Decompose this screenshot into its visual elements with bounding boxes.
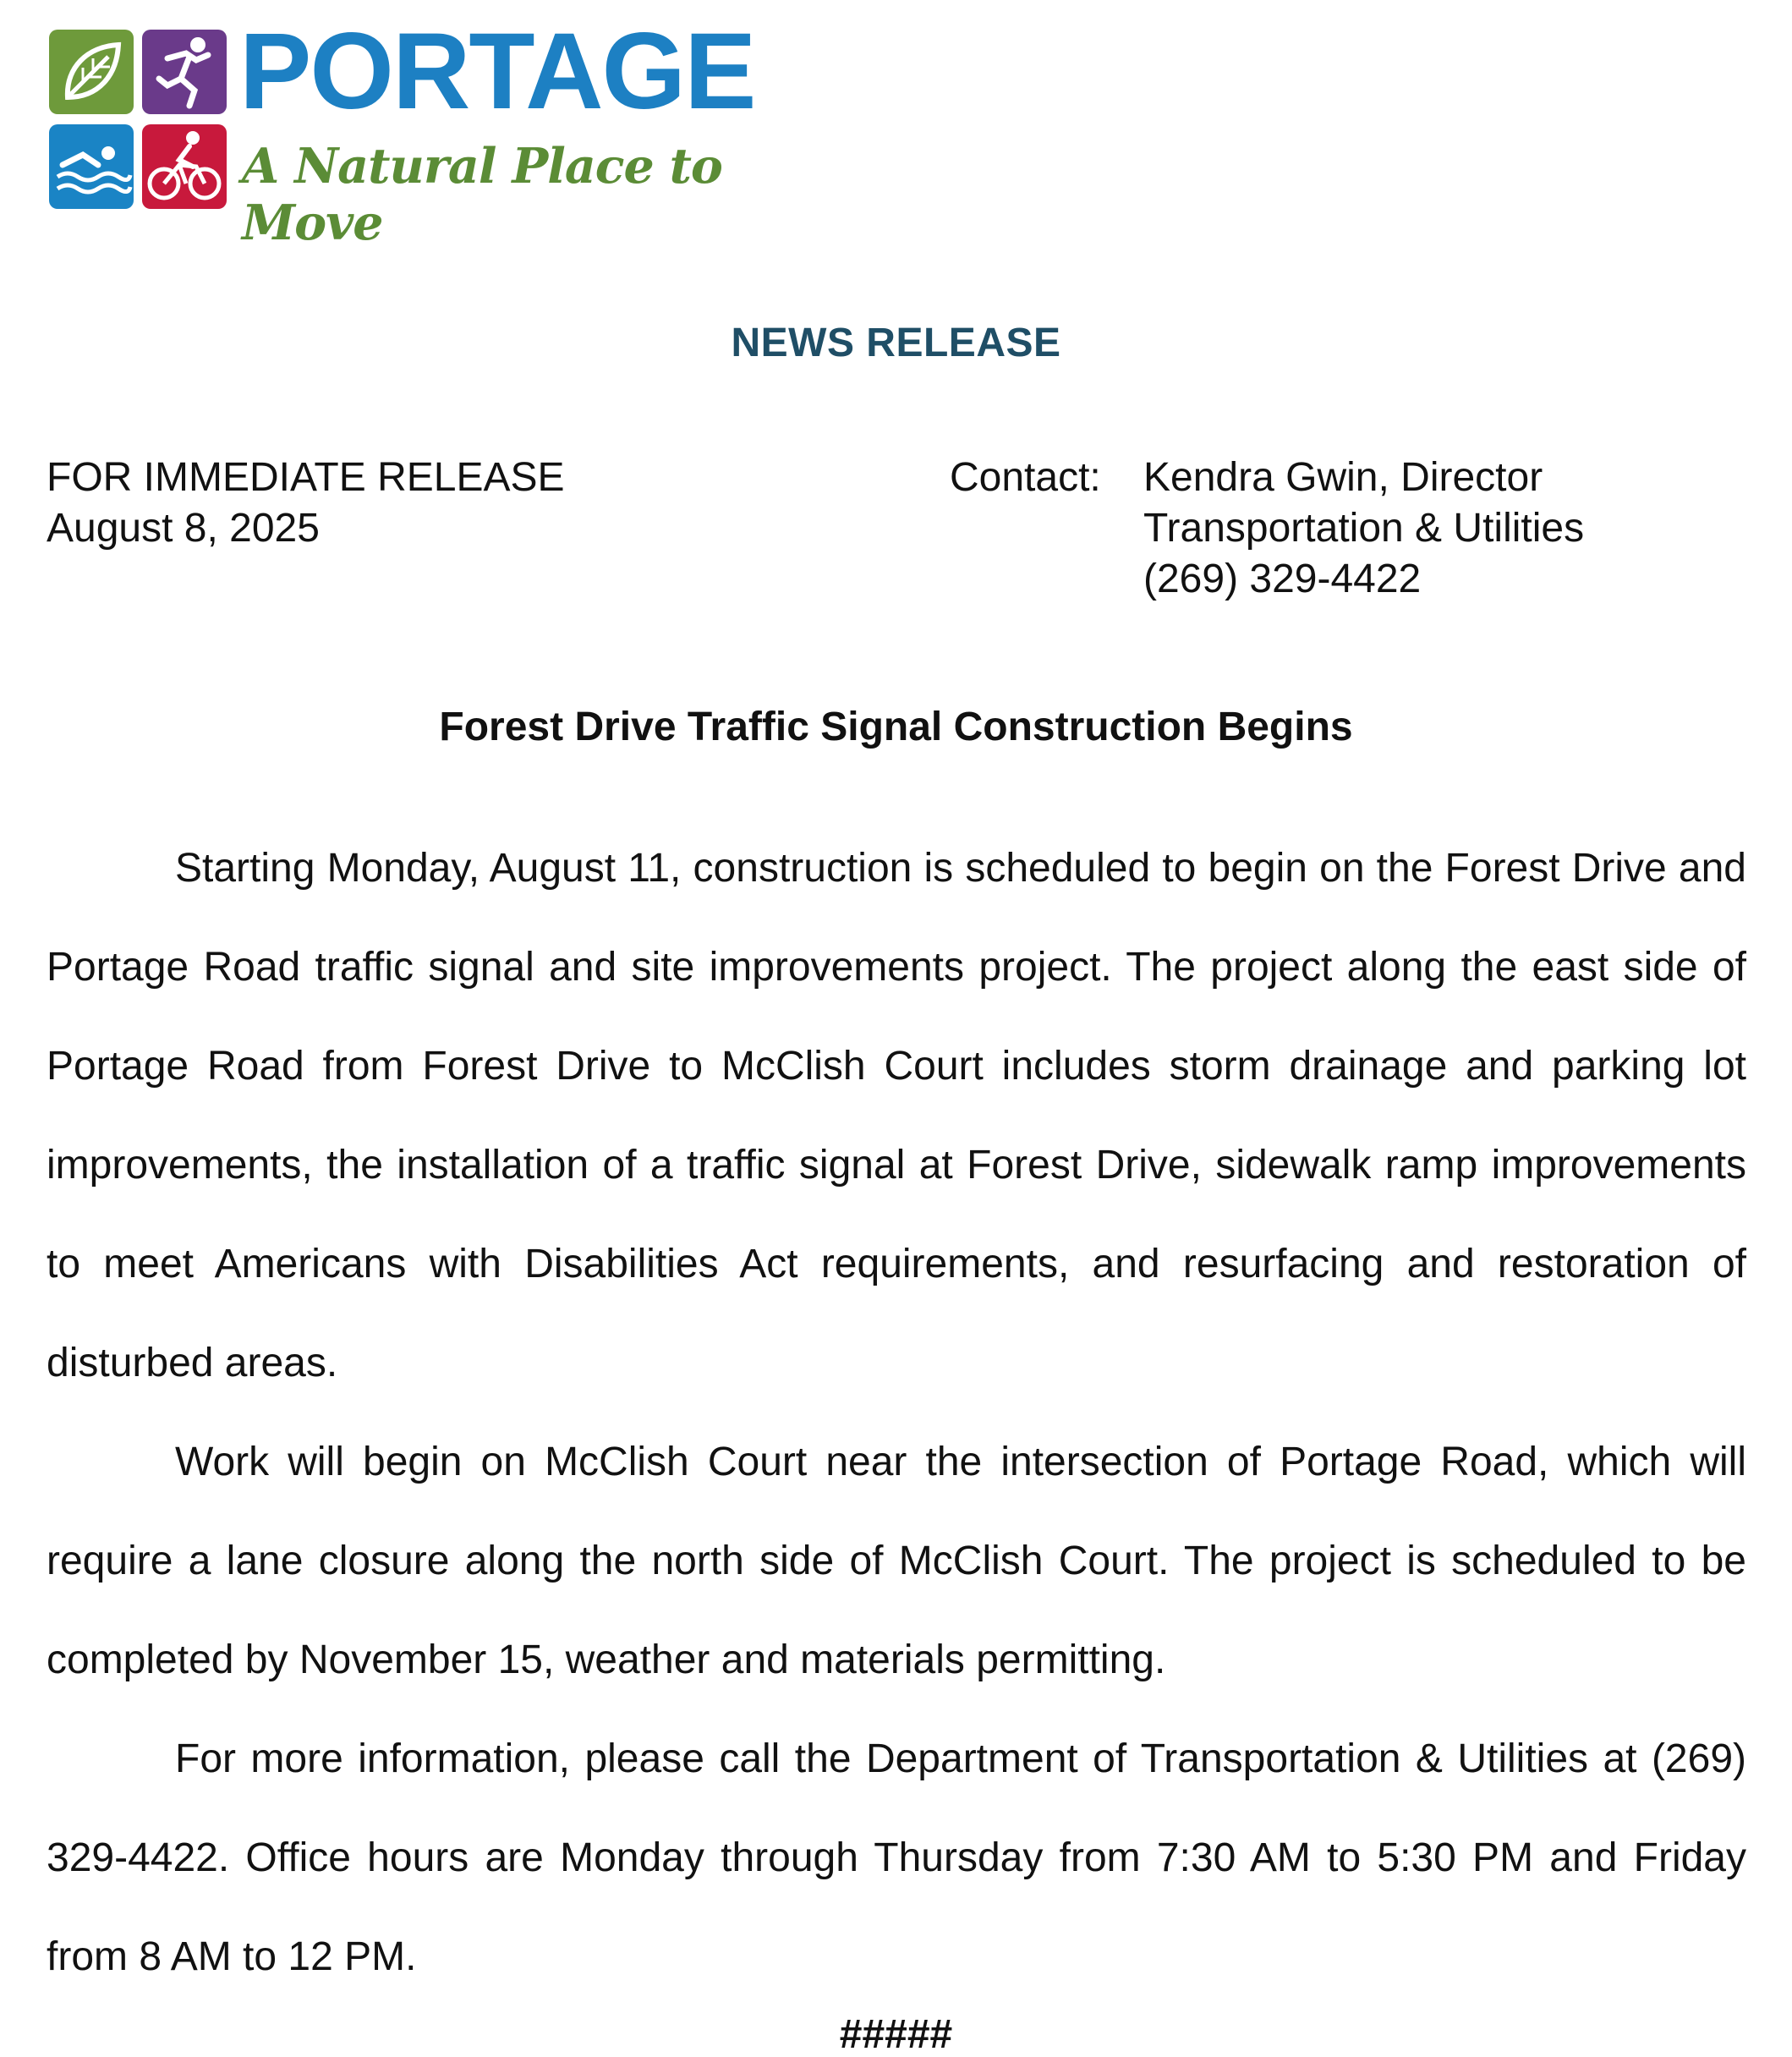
runner-icon	[142, 30, 227, 114]
page-title: NEWS RELEASE	[731, 321, 1061, 365]
contact-info	[1143, 453, 1584, 605]
portage-logo	[49, 11, 810, 251]
cyclist-icon	[142, 124, 227, 209]
logo-tagline: A Natural Place to Move	[242, 138, 722, 251]
release-body	[47, 819, 1746, 2006]
logo-wordmark: PORTAGE	[239, 11, 755, 132]
headline: Forest Drive Traffic Signal Construction Begins	[439, 705, 1353, 749]
release-date: August 8, 2025	[47, 506, 320, 551]
contact-name: Kendra Gwin, Director	[1143, 455, 1543, 500]
swimmer-icon	[49, 124, 134, 209]
release-status: FOR IMMEDIATE RELEASE	[47, 455, 565, 500]
body-paragraph: For more information, please call the Department of Transportation & Utilities at (269) 329-4422. Office hours are Monday through Thursday from 7:30 AM to 5:30 PM and Friday from 8 AM to 12 PM.	[47, 1736, 1746, 1979]
contact-label: Contact:	[950, 455, 1101, 500]
contact-department: Transportation & Utilities	[1143, 506, 1585, 551]
end-mark: #####	[839, 2012, 953, 2057]
leaf-icon	[49, 30, 134, 114]
body-paragraph: Work will begin on McClish Court near the intersection of Portage Road, which will require a lane closure along the north side of McClish Court. The project is scheduled to be completed by November 15, weather and materials permitting.	[47, 1440, 1746, 1682]
body-paragraph: Starting Monday, August 11, construction is scheduled to begin on the Forest Drive and Portage Road traffic signal and site improvements project. The project along the east side of Portage Road from Forest Drive to McClish Court includes storm drainage and parking lot improvements, the installation of a traffic signal at Forest Drive, sidewalk ramp improvements to meet Americans with Disabilities Act requirements, and resurfacing and restoration of disturbed areas.	[47, 846, 1746, 1385]
release-info	[47, 453, 565, 554]
contact-phone: (269) 329-4422	[1143, 557, 1422, 601]
